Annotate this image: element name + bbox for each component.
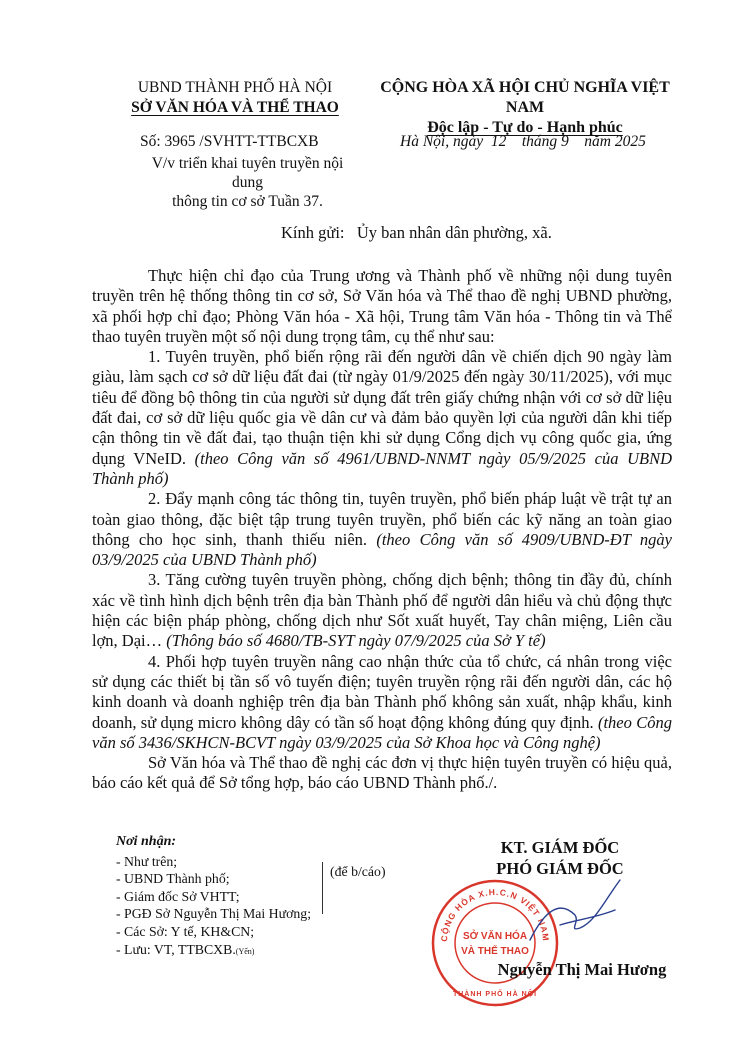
item-4 xyxy=(92,652,672,753)
closing-paragraph: Sở Văn hóa và Thể thao đề nghị các đơn vị thực hiện tuyên truyền có hiệu quả, báo cáo kết quả để Sở tổng hợp, báo cáo UBND Thành phố./. xyxy=(92,753,672,793)
item-3-text: 3. Tăng cường tuyên truyền phòng, chống dịch bệnh; thông tin đầy đủ, chính xác về tình hình dịch bệnh trên địa bàn Thành phố để người dân hiểu và chủ động thực hiện các biện pháp phòng, chống dịch như Sốt xuất huyết, Tay chân miệng, Liên cầu lợn, Dại… xyxy=(92,570,672,651)
report-note: (để b/cáo) xyxy=(330,864,386,879)
document-date: Hà Nội, ngày 12 tháng 9 năm 2025 xyxy=(400,133,646,150)
recipients-bracket xyxy=(322,862,323,914)
item-4-text: 4. Phối hợp tuyên truyền nâng cao nhận thức của tổ chức, cá nhân trong việc sử dụng các thiết bị tần số vô tuyến điện; tuyên truyền rộng rãi đến người dân, các hộ kinh doanh và doanh nghiệp trên địa bàn Thành phố không sản xuất, nhập khẩu, kinh doanh, sử dụng micro không dây có tần số hoạt động không đúng quy định. xyxy=(92,651,672,732)
seal-inner-line-2: VÀ THỂ THAO xyxy=(461,946,529,957)
national-header xyxy=(360,78,690,138)
seal-bottom-text: THÀNH PHỐ HÀ NỘI xyxy=(452,991,538,998)
item-2-text: 2. Đẩy mạnh công tác thông tin, tuyên truyền, phổ biến pháp luật về trật tự an toàn giao thông, đặc biệt tập trung tuyên truyền, phổ biến các kỹ năng an toàn giao thông cho học sinh, thanh thiếu niên. xyxy=(92,489,672,549)
recipient-item: - Các Sở: Y tế, KH&CN; xyxy=(116,923,255,939)
item-2 xyxy=(92,489,672,570)
intro-paragraph: Thực hiện chỉ đạo của Trung ương và Thành phố về những nội dung tuyên truyền trên hệ thống thông tin cơ sở, Sở Văn hóa và Thể thao đề nghị UBND phường, xã phối hợp chỉ đạo; Phòng Văn hóa - Xã hội, Trung tâm Văn hóa - Thông tin và Thể thao tuyên truyền một số nội dung trọng tâm, cụ thể như sau: xyxy=(92,266,672,346)
signature-title-1: KT. GIÁM ĐỐC xyxy=(500,838,620,857)
item-2-reference: (theo Công văn số 4909/UBND-ĐT ngày 03/9/2025 của UBND Thành phố) xyxy=(92,529,672,570)
recipient-item: - UBND Thành phố; xyxy=(116,871,230,887)
issuer-parent: UBND THÀNH PHỐ HÀ NỘI xyxy=(137,79,333,96)
item-1-text: 1. Tuyên truyền, phổ biến rộng rãi đến người dân về chiến dịch 90 ngày làm giàu, làm sạch cơ sở dữ liệu đất đai (từ ngày 01/9/2025 đến ngày 30/11/2025), với mục tiêu để đồng bộ thông tin của người sử dụng đất trên giấy chứng nhận với cơ sở dữ liệu đất đai, cơ sở dữ liệu quốc gia về dân cư và đảm bảo quyền lợi của người dân khi tiếp cận thông tin về đất đai, tạo thuận tiện khi sử dụng Cổng dịch vụ công quốc gia, ứng dụng VNeID. xyxy=(92,347,672,468)
document-subject xyxy=(135,154,360,211)
subject-line-1: V/v triển khai tuyên truyền nội dung xyxy=(151,155,344,191)
issuer-name: SỞ VĂN HÓA VÀ THỂ THAO xyxy=(131,99,339,116)
item-1 xyxy=(92,347,672,489)
recipient-item: - PGĐ Sở Nguyễn Thị Mai Hương; xyxy=(116,906,312,922)
recipients-title: Nơi nhận: xyxy=(116,834,177,849)
national-motto: Độc lập - Tự do - Hạnh phúc xyxy=(427,119,623,136)
seal-outer-text: CỘNG HÒA X.H.C.N VIỆT NAM xyxy=(438,886,552,943)
recipient-line: Kính gửi: Ủy ban nhân dân phường, xã. xyxy=(281,223,552,242)
item-3-reference: (Thông báo số 4680/TB-SYT ngày 07/9/2025 của Sở Y tế) xyxy=(166,631,546,651)
signer-name: Nguyễn Thị Mai Hương xyxy=(497,960,667,979)
recipient-item-text: - Lưu: VT, TTBCXB. xyxy=(116,941,236,957)
recipients-block xyxy=(116,833,311,960)
item-4-reference: (theo Công văn số 3436/SKHCN-BCVT ngày 03/9/2025 của Sở Khoa học và Công nghệ) xyxy=(92,712,672,752)
document-number: Số: 3965 /SVHTT-TTBCXB xyxy=(140,133,319,150)
recipient-item xyxy=(116,941,311,961)
handwritten-signature xyxy=(520,870,630,960)
drafter-initials: (Yến) xyxy=(235,946,255,956)
signature-title-2: PHÓ GIÁM ĐỐC xyxy=(496,859,624,878)
document-body xyxy=(92,266,672,794)
seal-inner-line-1: SỞ VĂN HÓA xyxy=(462,931,528,942)
issuer-header xyxy=(100,78,370,118)
item-1-reference: (theo Công văn số 4961/UBND-NNMT ngày 05/9/2025 của UBND Thành phố) xyxy=(92,448,672,488)
subject-line-2: thông tin cơ sở Tuần 37. xyxy=(172,193,323,210)
recipient-item: - Giám đốc Sở VHTT; xyxy=(116,888,240,904)
item-3 xyxy=(92,570,672,651)
recipients-list xyxy=(116,853,311,961)
recipient-item: - Như trên; xyxy=(116,853,178,869)
national-title: CỘNG HÒA XÃ HỘI CHỦ NGHĨA VIỆT NAM xyxy=(380,79,670,116)
